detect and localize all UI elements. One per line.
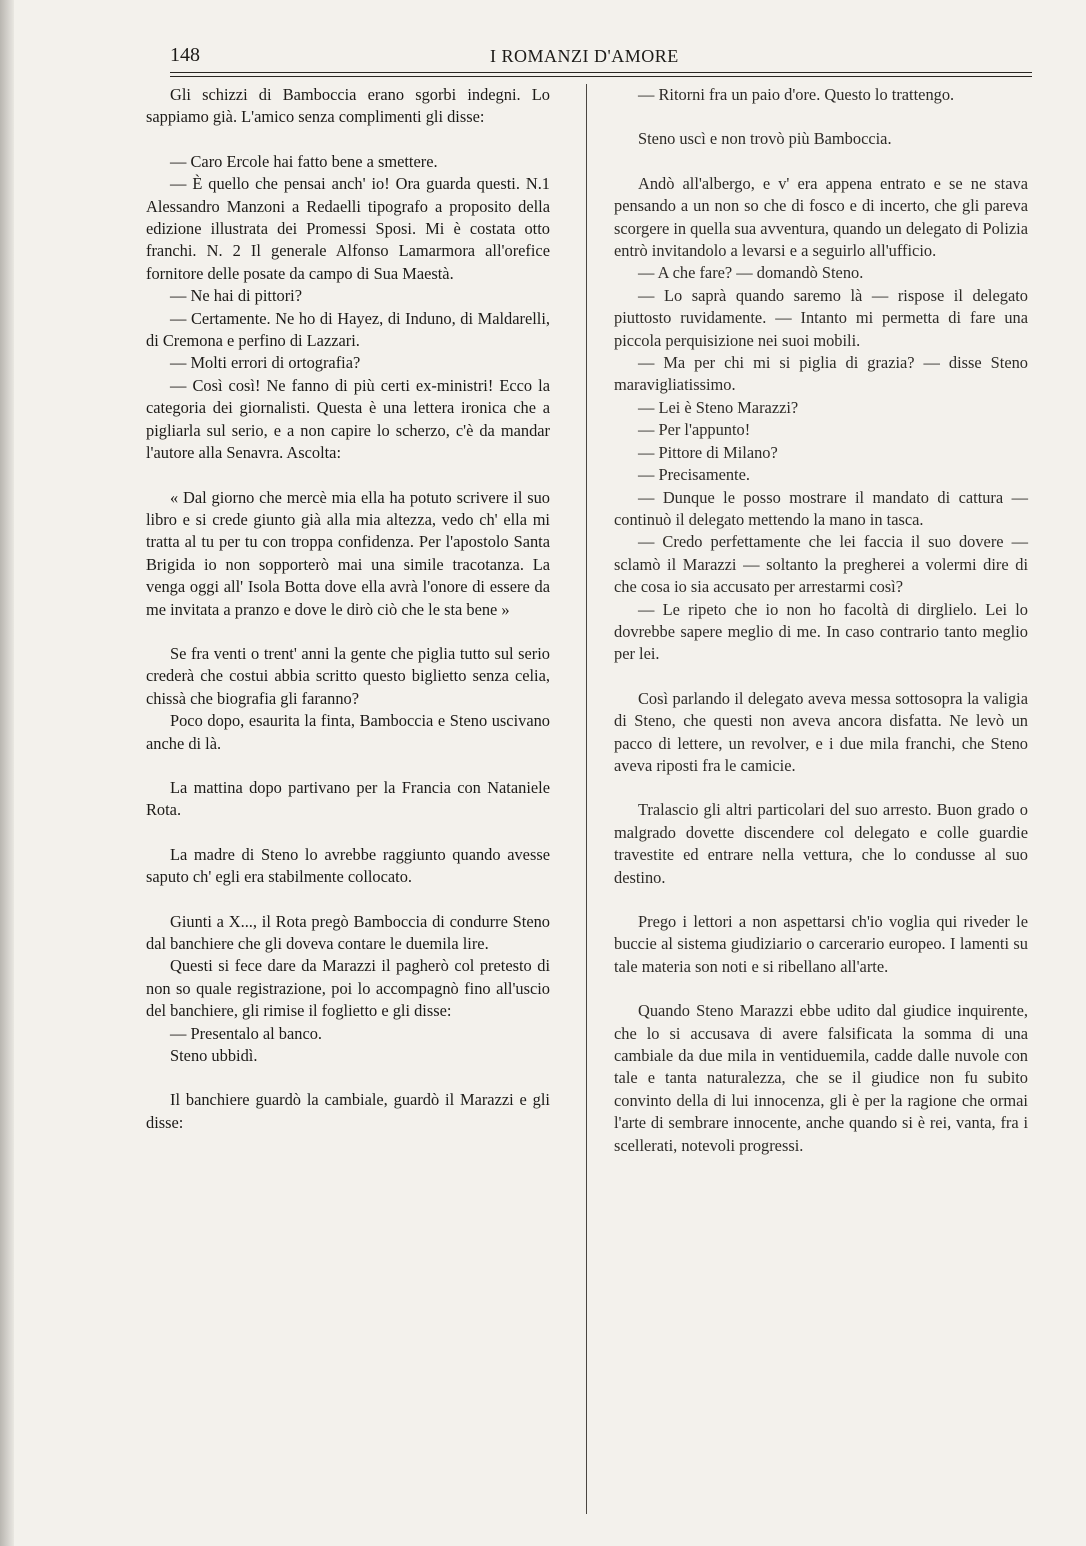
- paragraph: Prego i lettori a non aspettarsi ch'io voglia qui riveder le buccie al sistema giudiziario o carcerario europeo. I lamenti su tale materia son noti e si ribellano all'arte.: [614, 912, 1028, 976]
- paragraph: — Caro Ercole hai fatto bene a smettere.: [170, 151, 438, 171]
- paragraph: — Pittore di Milano?: [638, 442, 778, 462]
- paragraph: — Credo perfettamente che lei faccia il suo dovere — sclamò il Marazzi — soltanto la pregherei a volermi dire di che cosa io sia accusato per arrestarmi così?: [614, 532, 1028, 597]
- paragraph: — Per l'appunto!: [638, 420, 751, 440]
- paragraph: Tralascio gli altri particolari del suo arresto. Buon grado o malgrado dovette discendere col delegato e colle guardie travestite ed entrare nella vettura, che lo condusse al suo destino.: [614, 800, 1028, 887]
- paragraph: — Dunque le posso mostrare il mandato di cattura — continuò il delegato mettendo la mano in tasca.: [614, 487, 1028, 529]
- column-divider: [586, 84, 587, 1514]
- paragraph: — Così così! Ne fanno di più certi ex-ministri! Ecco la categoria dei giornalisti. Questa è una lettera ironica che a pigliarla sul serio, e a non capire lo scherzo, c'è da mandar l'autore alla Senavra. Ascolta:: [146, 375, 550, 463]
- paragraph: — Lei è Steno Marazzi?: [638, 397, 799, 417]
- paragraph: — È quello che pensai anch' io! Ora guarda questi. N.1 Alessandro Manzoni a Redaelli tipografo a proposito della edizione illustrata dei Promessi Sposi. Mi è costata otto franchi. N. 2 Il generale Alfonso Lamarmora all'orefice fornitore delle posate da campo di Sua Maestà.: [146, 174, 550, 283]
- page-edge: [0, 0, 14, 1546]
- paragraph: Gli schizzi di Bamboccia erano sgorbi indegni. Lo sappiamo già. L'amico senza complimenti gli disse:: [146, 85, 550, 127]
- paragraph: — A che fare? — domandò Steno.: [638, 263, 864, 283]
- paragraph: La mattina dopo partivano per la Francia con Nataniele Rota.: [146, 777, 550, 820]
- paragraph: Giunti a X..., il Rota pregò Bamboccia di condurre Steno dal banchiere che gli doveva contare le duemila lire.: [146, 911, 550, 953]
- paragraph: La madre di Steno lo avrebbe raggiunto quando avesse saputo ch' egli era stabilmente collocato.: [146, 844, 550, 887]
- paragraph: — Molti errori di ortografia?: [170, 353, 361, 373]
- paragraph: Steno uscì e non trovò più Bamboccia.: [638, 129, 892, 149]
- paragraph: — Presentalo al banco.: [170, 1023, 323, 1043]
- paragraph: — Ma per chi mi si piglia di grazia? — disse Steno maravigliatissimo.: [614, 353, 1028, 395]
- paragraph: Andò all'albergo, e v' era appena entrato e se ne stava pensando a un non so che di fosco e di incerto, che gli pareva scorgere in quella sua avventura, quando un delegato di Polizia entrò invitandolo a levarsi e a seguirlo all'ufficio.: [614, 173, 1028, 261]
- page-number: 148: [170, 44, 200, 66]
- page-header: [170, 44, 1032, 74]
- paragraph: — Lo saprà quando saremo là — rispose il delegato piuttosto ruvidamente. — Intanto mi permetta di fare una piccola perquisizione nei suoi mobili.: [614, 285, 1028, 350]
- paragraph: — Ritorni fra un paio d'ore. Questo lo trattengo.: [638, 85, 955, 104]
- paragraph: Se fra venti o trent' anni la gente che piglia tutto sul serio crederà che costui abbia scritto questo biglietto senza celia, chissà che biografia gli faranno?: [146, 643, 550, 708]
- paragraph: Questi si fece dare da Marazzi il pagherò col pretesto di non so quale registrazione, poi lo accompagnò fino all'uscio del banchiere, gli rimise il foglietto e gli disse:: [146, 956, 550, 1021]
- right-column: [614, 84, 1028, 1157]
- paragraph: — Certamente. Ne ho di Hayez, di Induno, di Maldarelli, di Cremona e perfino di Lazzari.: [146, 308, 550, 351]
- running-head: I ROMANZI D'AMORE: [490, 46, 679, 66]
- paragraph: Steno ubbidì.: [170, 1046, 258, 1066]
- paragraph: — Precisamente.: [638, 465, 750, 485]
- header-rule: [170, 72, 1032, 77]
- paragraph: Il banchiere guardò la cambiale, guardò il Marazzi e gli disse:: [146, 1090, 550, 1132]
- paragraph: — Ne hai di pittori?: [170, 286, 303, 306]
- paragraph: Così parlando il delegato aveva messa sottosopra la valigia di Steno, che questi non aveva ancora disfatta. Ne levò un pacco di lettere, un revolver, e i due mila franchi, che Steno aveva riposti fra le camicie.: [614, 688, 1028, 775]
- paragraph: Quando Steno Marazzi ebbe udito dal giudice inquirente, che lo si accusava di avere falsificata la somma di una cambiale da due mila in ventiduemila, cadde dalle nuvole con tale e tanta naturalezza, che se il giudice non fu subito convinto della di lui innocenza, gli è per la ragione che ormai l'arte di sembrare innocente, anche quando si è rei, vanta, fra i scellerati, notevoli progressi.: [614, 1001, 1028, 1155]
- paragraph: Poco dopo, esaurita la finta, Bamboccia e Steno uscivano anche di là.: [146, 711, 550, 753]
- paragraph: — Le ripeto che io non ho facoltà di dirglielo. Lei lo dovrebbe sapere meglio di me. In caso contrario tanto meglio per lei.: [614, 599, 1028, 664]
- left-column: [146, 84, 550, 1134]
- quoted-letter: « Dal giorno che mercè mia ella ha potuto scrivere il suo libro e si crede giunto già alla mia altezza, vedo ch' ella mi tratta al tu per tu con troppa confidenza. Per l'apostolo Santa Brigida io non sopporterò mai una simile tracotanza. La venga oggi all' Isola Botta dove ella avrà l'onore di essere da me invitata a pranzo e dove le dirò ciò che le sta bene »: [146, 487, 550, 619]
